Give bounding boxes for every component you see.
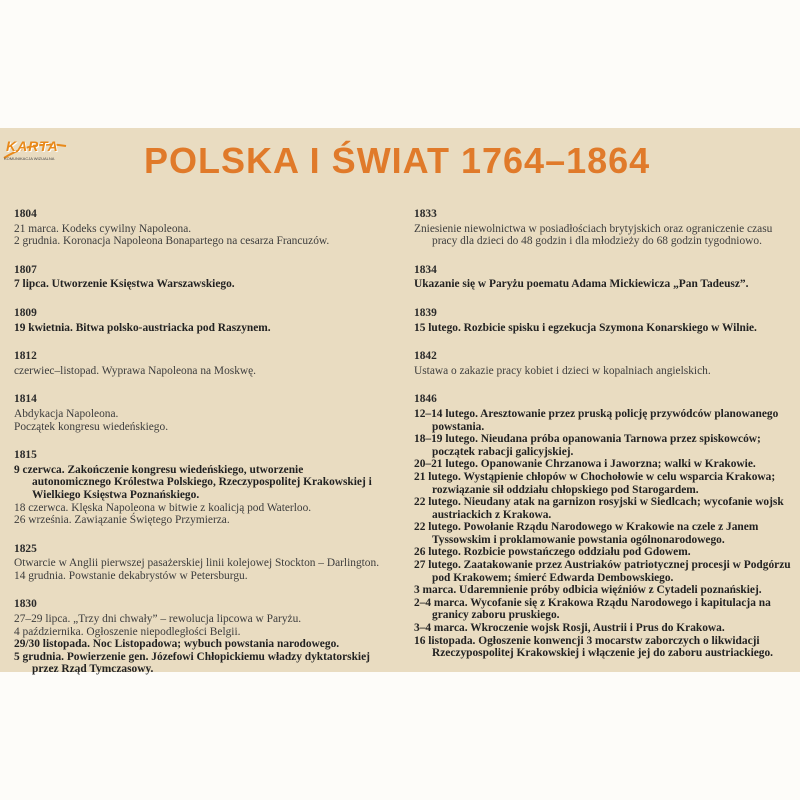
timeline-entry: Początek kongresu wiedeńskiego. [14,420,169,433]
section-year: 1812 [14,350,37,363]
timeline-entry: 16 listopada. Ogłoszenie konwencji 3 mocarstw zaborczych o likwidacji Rzeczypospolitej Krakowskiej i włączenie jej do zaboru austriackiego. [414,634,774,660]
timeline-entry: 2 grudnia. Koronacja Napoleona Bonapartego na cesarza Francuzów. [14,235,330,248]
timeline-section [414,350,792,377]
timeline-entry: Abdykacja Napoleona. [14,407,119,420]
timeline-entry: Ustawa o zakazie pracy kobiet i dzieci w kopalniach angielskich. [414,364,711,377]
timeline-section [14,393,384,433]
section-year: 1815 [14,449,37,462]
timeline-section [414,307,792,334]
section-year: 1807 [14,263,37,276]
timeline-entry: 18 czerwca. Klęska Napoleona w bitwie z koalicją pod Waterloo. [14,501,312,514]
section-year: 1846 [414,393,437,406]
timeline-section [14,543,384,583]
timeline-entry: Ukazanie się w Paryżu poematu Adama Mickiewicza „Pan Tadeusz”. [414,278,749,291]
section-year: 1842 [414,350,437,363]
timeline-entry: 7 lipca. Utworzenie Księstwa Warszawskiego. [14,278,235,291]
timeline-section [14,598,384,676]
timeline-entry: 26 lutego. Rozbicie powstańczego oddziału pod Gdowem. [414,546,691,559]
right-timeline-column [414,208,792,676]
section-year: 1834 [414,263,437,276]
timeline-section [414,208,792,248]
timeline-entry: 4 października. Ogłoszenie niepodległości Belgii. [14,625,241,638]
logo-subtitle: KOMUNIKACJA WIZUALNA [4,156,55,161]
timeline-entry: 18–19 lutego. Nieudana próba opanowania Tarnowa przez spiskowców; początek rabacji galicyjskiej. [414,433,761,458]
page-title: POLSKA I ŚWIAT 1764–1864 [144,140,651,181]
timeline-section [14,208,384,248]
timeline-section [14,449,384,527]
timeline-entry: 29/30 listopada. Noc Listopadowa; wybuch powstania narodowego. [14,638,340,651]
timeline-section [414,264,792,291]
timeline-entry: 22 lutego. Nieudany atak na garnizon rosyjski w Siedlcach; wycofanie wojsk austriackich z Krakowa. [414,496,784,521]
timeline-section [414,393,792,659]
timeline-entry: 27–29 lipca. „Trzy dni chwały” – rewolucja lipcowa w Paryżu. [14,613,302,626]
timeline-section [14,307,384,334]
timeline-entry: 3 marca. Udaremnienie próby odbicia więźniów z Cytadeli poznańskiej. [414,584,762,597]
timeline-entry: 2–4 marca. Wycofanie się z Krakowa Rządu Narodowego i kapitulacja na granicy zaboru pruskiego. [414,596,771,622]
timeline-entry: 3–4 marca. Wkroczenie wojsk Rosji, Austrii i Prus do Krakowa. [414,622,725,635]
timeline-entry: 27 lutego. Zaatakowanie przez Austriaków patriotycznej procesji w Podgórzu pod Krakowem; śmierć Edwarda Dembowskiego. [414,559,791,584]
timeline-entry: 5 grudnia. Powierzenie gen. Józefowi Chłopickiemu władzy dyktatorskiej przez Rząd Tymczasowy. [14,650,370,676]
timeline-entry: 20–21 lutego. Opanowanie Chrzanowa i Jaworzna; walki w Krakowie. [414,458,756,471]
timeline-entry: 14 grudnia. Powstanie dekabrystów w Petersburgu. [14,569,248,582]
section-year: 1839 [414,306,437,319]
timeline-section [14,264,384,291]
section-year: 1833 [414,208,437,220]
timeline-entry: 22 lutego. Powołanie Rządu Narodowego w Krakowie na czele z Janem Tyssowskim i proklamowanie powstania ogólnonarodowego. [414,521,759,546]
timeline-entry: 21 marca. Kodeks cywilny Napoleona. [14,222,192,235]
timeline-entry: Zniesienie niewolnictwa w posiadłościach brytyjskich oraz ograniczenie czasu pracy dla dzieci do 48 godzin i dla młodzieży do 68 godzin tygodniowo. [414,222,773,248]
timeline-entry: 12–14 lutego. Aresztowanie przez pruską policję przywódców planowanego powstania. [414,407,779,433]
section-year: 1825 [14,542,37,555]
timeline-entry: 19 kwietnia. Bitwa polsko-austriacka pod Raszynem. [14,321,271,334]
section-year: 1814 [14,393,37,406]
timeline-section [14,350,384,377]
timeline-entry: 9 czerwca. Zakończenie kongresu wiedeńskiego, utworzenie autonomicznego Królestwa Polskiego, Rzeczypospolitej Krakowskiej i Wielkiego Księstwa Poznańskiego. [14,463,372,501]
section-year: 1804 [14,208,37,220]
timeline-entry: czerwiec–listopad. Wyprawa Napoleona na Moskwę. [14,364,257,377]
section-year: 1830 [14,598,37,611]
left-timeline-column [14,208,384,692]
timeline-entry: 26 września. Zawiązanie Świętego Przymierza. [14,514,230,527]
logo-text: KARTA [6,138,59,154]
timeline-entry: Otwarcie w Anglii pierwszej pasażerskiej linii kolejowej Stockton – Darlington. [14,557,380,570]
timeline-entry: 21 lutego. Wystąpienie chłopów w Chochołowie w celu wsparcia Krakowa; rozwiązanie sił oddziału chłopskiego pod Starogardem. [414,470,776,496]
timeline-entry: 15 lutego. Rozbicie spisku i egzekucja Szymona Konarskiego w Wilnie. [414,321,757,334]
section-year: 1809 [14,306,37,319]
